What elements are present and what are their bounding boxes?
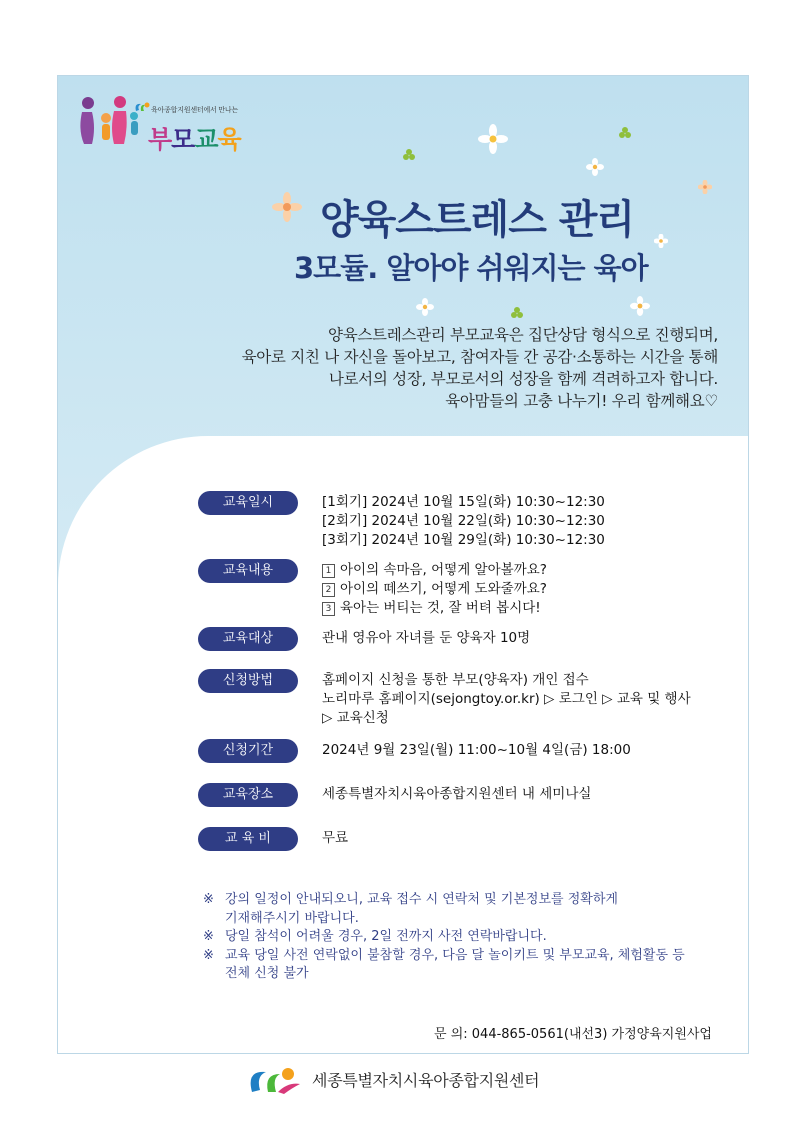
intro-text: 양육스트레스관리 부모교육은 집단상담 형식으로 진행되며, 육아로 지친 나 자신을 돌아보고, 참여자들 간 공감·소통하는 시간을 통해 나로서의 성장, 부모로서의 성장을 함께 격려하고자 합니다. 육아맘들의 고충 나누기! 우리 함께해요♡	[241, 326, 718, 410]
row-label: 교육장소	[198, 783, 298, 807]
row-value: 세종특별자치시육아종합지원센터 내 세미나실	[322, 786, 592, 802]
contact-info: 문 의: 044-865-0561(내선3) 가정양육지원사업	[434, 1027, 712, 1042]
number-box: 2	[322, 583, 335, 597]
logo-title: 부모교육	[148, 125, 241, 154]
logo-tagline: 육아종합지원센터에서 만나는	[151, 107, 239, 114]
row-value: 1 아이의 속마음, 어떻게 알아볼까요? 2 아이의 떼쓰기, 어떻게 도와줄까요? 3 육아는 버티는 것, 잘 버텨 봅시다!	[322, 561, 547, 618]
row-label: 교 육 비	[198, 827, 298, 851]
flower-icon	[630, 296, 650, 316]
clover-icon	[510, 306, 524, 320]
row-label: 교육일시	[198, 491, 298, 515]
organization-name: 세종특별자치시육아종합지원센터	[312, 1071, 540, 1090]
row-label: 신청방법	[198, 669, 298, 693]
flower-icon	[698, 180, 712, 194]
row-value: 홈페이지 신청을 통한 부모(양육자) 개인 접수 노리마루 홈페이지(sejongtoy.or.kr) ▷ 로그인 ▷ 교육 및 행사 ▷ 교육신청	[322, 672, 691, 726]
number-box: 1	[322, 564, 335, 578]
row-label: 신청기간	[198, 739, 298, 763]
main-title: 양육스트레스 관리	[320, 197, 635, 243]
flower-icon	[416, 298, 434, 316]
notice-list	[203, 891, 685, 984]
row-value: [1회기] 2024년 10월 15일(화) 10:30~12:30 [2회기] 2024년 10월 22일(화) 10:30~12:30 [3회기] 2024년 10월 29일(화) 10:30~12:30	[322, 494, 605, 548]
sub-title: 3모듈. 알아야 쉬워지는 육아	[294, 251, 648, 285]
flower-icon	[586, 158, 604, 176]
row-value: 무료	[322, 830, 349, 846]
notice-item: ※ 당일 참석이 어려울 경우, 2일 전까지 사전 연락바랍니다.	[203, 929, 547, 944]
row-value: 관내 영유아 자녀를 둔 양육자 10명	[322, 630, 531, 646]
poster	[57, 75, 749, 1054]
row-value: 2024년 9월 23일(월) 11:00~10월 4일(금) 18:00	[322, 742, 631, 758]
center-logo-icon	[248, 1064, 306, 1096]
flower-icon	[654, 234, 668, 248]
number-box: 3	[322, 602, 335, 616]
notice-item: ※ 강의 일정이 안내되오니, 교육 접수 시 연락처 및 기본정보를 정확하게 기재해주시기 바랍니다.	[203, 892, 618, 926]
row-label: 교육대상	[198, 627, 298, 651]
center-logo-icon	[134, 101, 150, 113]
notice-item: ※ 교육 당일 사전 연락없이 불참할 경우, 다음 달 놀이키트 및 부모교육, 체험활동 등 전체 신청 불가	[203, 947, 685, 981]
flower-icon	[272, 192, 302, 222]
flower-icon	[478, 124, 508, 154]
clover-icon	[402, 148, 416, 162]
row-label: 교육내용	[198, 559, 298, 583]
program-logo	[76, 94, 276, 154]
clover-icon	[618, 126, 632, 140]
